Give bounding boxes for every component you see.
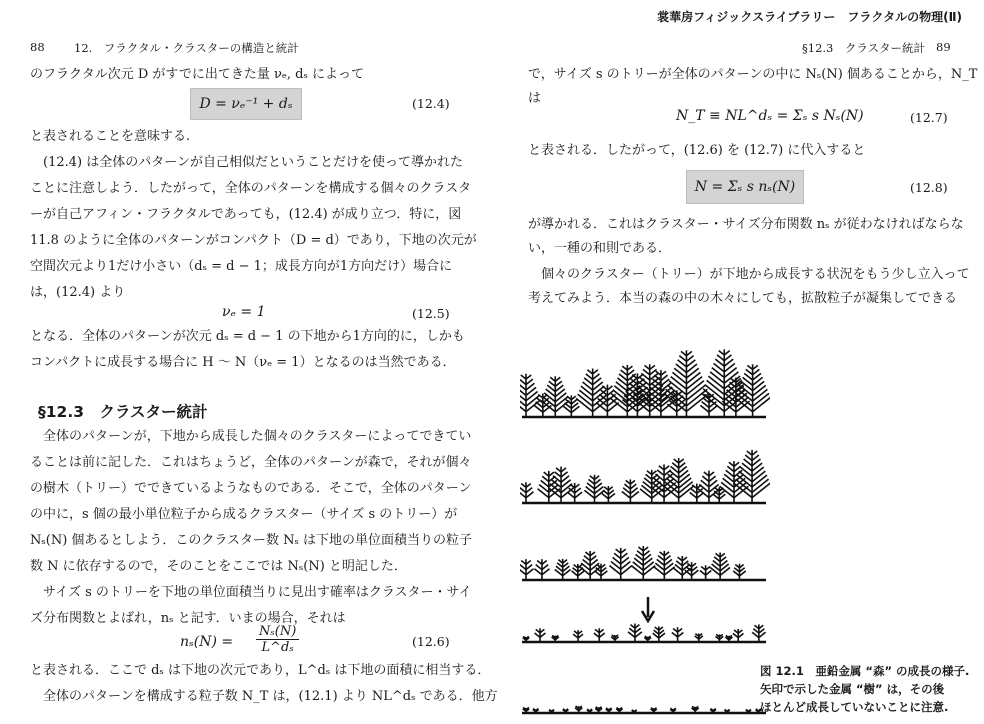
figure-caption-line: 矢印で示した金属 “樹” は，その後 — [760, 682, 945, 696]
dendrite-tree — [752, 624, 765, 642]
dendrite-tree — [610, 548, 632, 580]
dendrite-tree — [622, 479, 639, 503]
dendrite-tree — [720, 461, 749, 503]
dendrite-tree — [534, 559, 549, 580]
dendrite-tree — [672, 627, 683, 642]
equation-number: (12.7) — [910, 110, 948, 125]
left-page-number: 88 — [30, 40, 45, 54]
body-line: コンパクトに成長する場合に H ～ N（νₑ = 1）となるのは当然である． — [30, 355, 456, 370]
body-line: 全体のパターンを構成する粒子数 N_T は，(12.1) より NL^dₛ である．他方 — [30, 689, 498, 704]
body-line: ことに注意しよう．したがって，全体のパターンを構成する個々のクラスタ — [30, 181, 472, 196]
equation-12-6 — [180, 624, 330, 656]
body-line: 個々のクラスター（トリー）が下地から成長する状況をもう少し立入って — [528, 267, 970, 282]
equation-lhs: nₛ(N) = — [180, 634, 234, 650]
arrow-marker-icon — [642, 597, 654, 621]
body-line: と表されることを意味する. — [30, 129, 191, 144]
body-line: と表される．ここで dₛ は下地の次元であり，L^dₛ は下地の面積に相当する． — [30, 663, 491, 678]
dendrite-tree — [520, 482, 534, 503]
dendrite-tree — [573, 630, 583, 642]
body-line: 11.8 のように全体のパターンがコンパクト（D = d）であり，下地の次元が — [30, 233, 477, 248]
dendrite-tree — [631, 546, 655, 580]
dendrite-tree — [733, 629, 744, 642]
dendrite-tree — [520, 559, 534, 580]
forest-illustration — [520, 335, 770, 720]
body-line: で，サイズ s のトリーが全体のパターンの中に Nₛ(N) 個あることから，N_T — [528, 67, 978, 82]
figure-caption-line: 図 12.1 亜鉛金属 “森” の成長の様子. — [760, 664, 970, 678]
figure-caption-line: ほとんど成長していないことに注意. — [760, 700, 949, 714]
body-line: 全体のパターンが，下地から成長した個々のクラスターによってできてい — [30, 429, 472, 444]
body-line: ーが自己アフィン・フラクタルであっても，(12.4) が成り立つ．特に，図 — [30, 207, 462, 222]
fraction-denominator: L^dₛ — [261, 640, 294, 655]
equation-number: (12.4) — [412, 96, 450, 111]
body-line: 数 N に依存するので，そのことをここでは Nₛ(N) と明記した． — [30, 559, 407, 574]
dendrite-tree — [535, 628, 546, 642]
left-running-head: 12. フラクタル・クラスターの構造と統計 — [74, 41, 299, 55]
dendrite-tree — [722, 377, 749, 417]
equation-number: (12.5) — [412, 306, 450, 321]
zinc-forest-dendrite-figure — [520, 335, 770, 720]
body-line: 考えてみよう．本当の森の中の木々にしても，拡散粒子が凝集してできる — [528, 291, 958, 306]
dendrite-tree — [602, 486, 615, 503]
dendrite-tree — [654, 551, 675, 580]
dendrite-tree — [734, 450, 770, 503]
body-line: (12.4) は全体のパターンが自己相似だということだけを使って導かれた — [30, 155, 463, 170]
body-line: の樹木（トリー）でできているようなものである．そこで，全体のパターン — [30, 481, 472, 496]
body-line: ることは前に記した．これはちょうど，全体のパターンが森で，それが個々 — [30, 455, 472, 470]
dendrite-tree — [663, 458, 694, 503]
dendrite-tree — [640, 470, 663, 503]
body-line: 空間次元より1だけ小さい（dₛ = d − 1；成長方向が1方向だけ）場合に — [30, 259, 453, 274]
dendrite-tree — [594, 628, 605, 642]
body-line: と表される．したがって，(12.6) を (12.7) に代入すると — [528, 143, 866, 158]
equation-number: (12.6) — [412, 634, 450, 649]
right-page — [490, 0, 984, 724]
series-title: 裳華房フィジックスライブラリー フラクタルの物理(Ⅱ) — [657, 10, 962, 24]
body-line: が導かれる．これはクラスター・サイズ分布関数 nₛ が従わなければならな — [528, 217, 964, 232]
equation-fraction — [256, 624, 299, 655]
body-line: のフラクタル次元 D がすでに出てきた量 νₑ, dₛ によって — [30, 67, 364, 82]
body-line: となる．全体のパターンが次元 dₛ = d − 1 の下地から1方向的に，しかも — [30, 329, 465, 344]
dendrite-tree — [700, 565, 711, 580]
body-line: は — [528, 91, 542, 106]
body-line: の中に，s 個の最小単位粒子から成るクラスター（サイズ s のトリー）が — [30, 507, 458, 522]
equation-12-4: D = νₑ⁻¹ + dₛ — [190, 88, 302, 120]
dendrite-tree — [685, 562, 698, 580]
dendrite-tree — [700, 393, 717, 417]
dendrite-tree — [572, 564, 585, 580]
fraction-numerator: Nₛ(N) — [256, 624, 299, 640]
section-heading: §12.3 クラスター統計 — [38, 403, 208, 421]
dendrite-tree — [538, 471, 560, 503]
dendrite-tree — [555, 559, 571, 580]
dendrite-tree — [710, 552, 730, 580]
dendrite-tree — [695, 634, 703, 642]
dendrite-tree — [584, 475, 604, 503]
equation-12-8: N = Σₛ s nₛ(N) — [686, 170, 804, 204]
dendrite-tree — [520, 374, 541, 417]
equation-number: (12.8) — [910, 180, 948, 195]
right-running-head: §12.3 クラスター統計 — [802, 41, 926, 55]
body-line: ズ分布関数とよばれ，nₛ と記す．いまの場合，それは — [30, 611, 346, 626]
dendrite-tree — [628, 624, 642, 642]
body-line: い，一種の和則である． — [528, 241, 672, 256]
dendrite-tree — [733, 564, 746, 580]
equation-12-7: N_T ≡ NL^dₛ = Σₛ s Nₛ(N) — [676, 108, 864, 124]
dendrite-tree — [653, 626, 665, 642]
body-line: Nₛ(N) 個あるとしよう．このクラスター数 Nₛ は下地の単位面積当りの粒子 — [30, 533, 473, 548]
body-line: は，(12.4) より — [30, 285, 126, 300]
body-line: サイズ s のトリーを下地の単位面積当りに見出す確率はクラスター・サイ — [30, 585, 472, 600]
equation-12-5: νₑ = 1 — [222, 304, 266, 320]
right-page-number: 89 — [936, 40, 951, 54]
